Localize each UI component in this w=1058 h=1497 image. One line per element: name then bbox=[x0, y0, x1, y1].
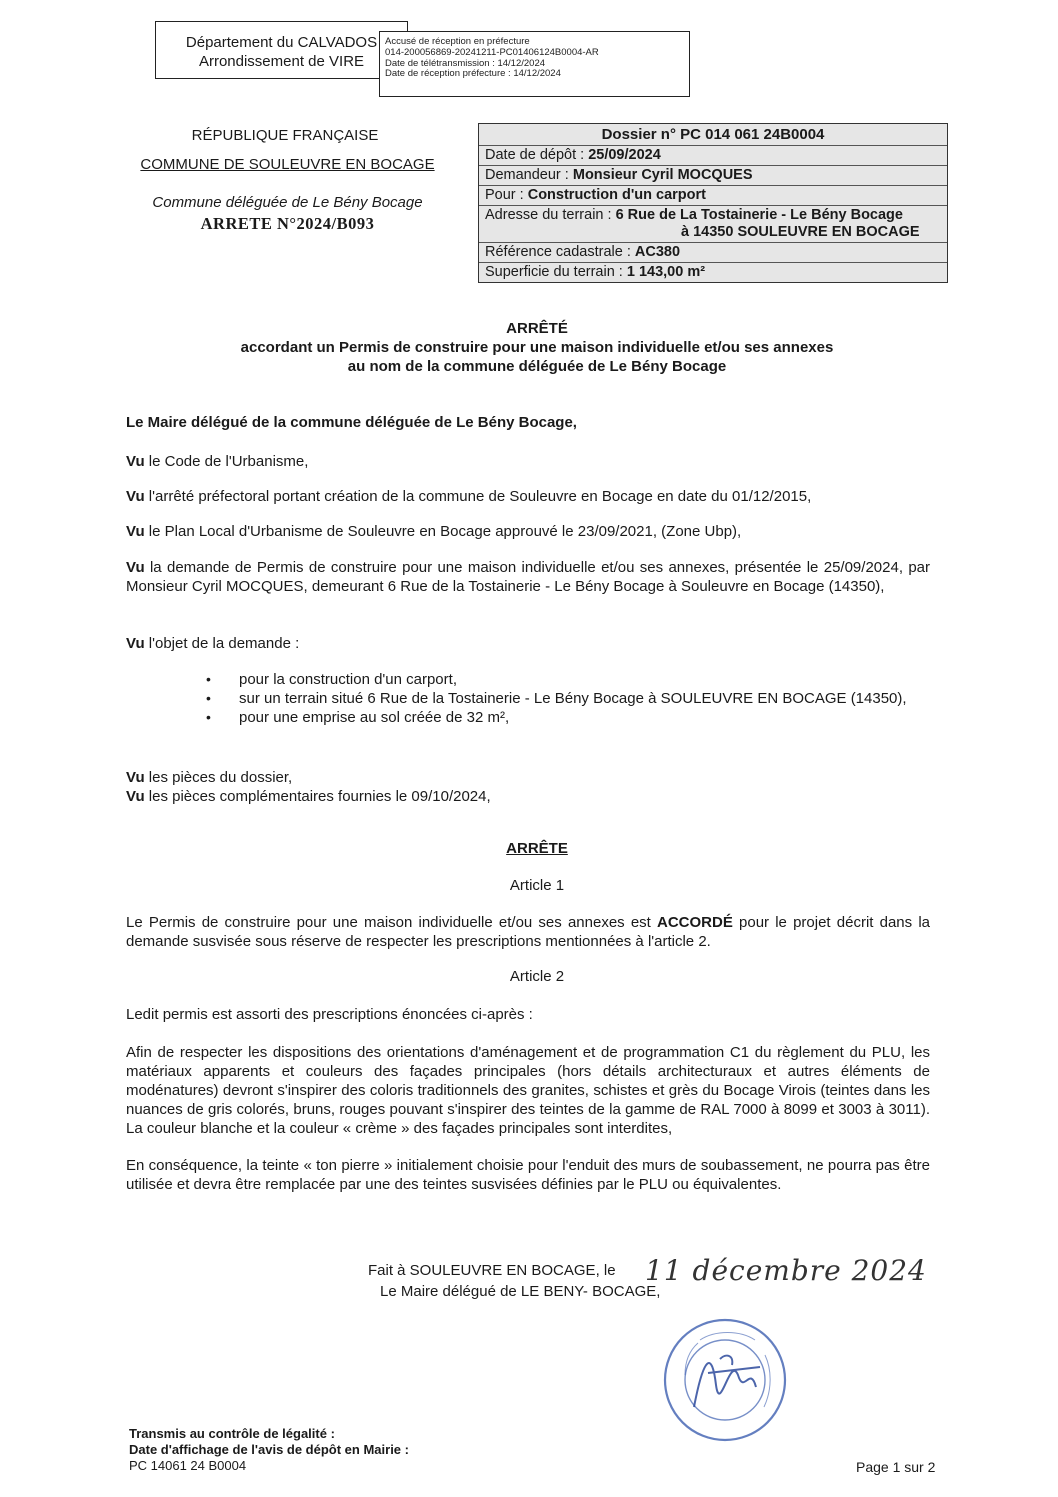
superficie-label: Superficie du terrain : bbox=[485, 264, 627, 280]
adresse-label: Adresse du terrain : bbox=[485, 207, 616, 223]
arrondissement-line: Arrondissement de VIRE bbox=[198, 53, 365, 70]
commune-seal-stamp-icon bbox=[660, 1315, 790, 1445]
vu-code-urbanisme bbox=[126, 452, 930, 471]
article-2-prescription: Afin de respecter les dispositions des orientations d'aménagement et de programmation C1 du règlement du PLU, les matériaux apparents et couleurs des façades principales (hors détails architecturaux et autres éléments de modénatures) devront s'inspirer des coloris traditionnels des granites, schistes et grès du Bocage Virois (teintes dans les nuances de gris colorés, bruns, rouges pouvant s'inspirer des teintes de la gamme de RAL 7000 à 8099 et 3003 à 3011). La couleur blanche et la couleur « crème » des façades principales sont interdites, bbox=[126, 1044, 930, 1137]
vu-text: la demande de Permis de construire pour une maison individuelle et/ou ses annexes, présentée le 25/09/2024, par Monsieur Cyril MOCQUES, demeurant 6 Rue de la Tostainerie - Le Bény Bocage à Souleuvre en Bocage (14350), bbox=[126, 559, 930, 595]
fait-a-line: Fait à SOULEUVRE EN BOCAGE, le bbox=[368, 1262, 616, 1279]
vu-prefix: Vu bbox=[126, 788, 145, 805]
reference-label: Référence cadastrale : bbox=[485, 244, 635, 260]
department-box bbox=[155, 21, 408, 79]
depot-label: Date de dépôt : bbox=[485, 147, 589, 163]
article-2-consequence: En conséquence, la teinte « ton pierre » initialement choisie pour l'enduit des murs de soubassement, ne pourra pas être utilisée et devra être remplacée par une des teintes susvisées définies par le PLU ou équivalentes. bbox=[126, 1157, 930, 1193]
arrete-heading: ARRÊTE bbox=[506, 840, 568, 857]
vu-demande bbox=[126, 558, 930, 596]
demandeur-value: Monsieur Cyril MOCQUES bbox=[572, 167, 753, 183]
vu-objet bbox=[126, 634, 930, 653]
commune-deleguee bbox=[130, 194, 445, 211]
vu-pieces-complementaires bbox=[126, 787, 930, 806]
depot-value: 25/09/2024 bbox=[588, 147, 661, 163]
vu-prefix: Vu bbox=[126, 635, 145, 652]
ar-line-4: Date de réception préfecture : 14/12/2024 bbox=[385, 68, 561, 80]
vu-text: le Plan Local d'Urbanisme de Souleuvre en Bocage approuvé le 23/09/2021, (Zone Ubp), bbox=[144, 523, 742, 540]
dossier-reference-row bbox=[479, 242, 947, 262]
accorde-label: ACCORDÉ bbox=[657, 914, 733, 931]
article-1-post: pour le projet décrit dans la demande susvisée sous réserve de respecter les prescriptions mentionnées à l'article 2. bbox=[126, 914, 930, 950]
title-arrete: ARRÊTÉ bbox=[506, 320, 568, 337]
pour-label: Pour : bbox=[485, 187, 528, 203]
dossier-info-box bbox=[478, 123, 948, 283]
title-line-2: accordant un Permis de construire pour une maison individuelle et/ou ses annexes bbox=[240, 339, 834, 356]
page-number: Page 1 sur 2 bbox=[856, 1459, 936, 1475]
article-1-text bbox=[126, 913, 930, 951]
footer-pc-number: PC 14061 24 B0004 bbox=[129, 1458, 247, 1473]
vu-text: les pièces du dossier, bbox=[144, 769, 293, 786]
ar-line-1: Accusé de réception en préfecture bbox=[385, 36, 530, 47]
vu-prefix: Vu bbox=[126, 769, 145, 786]
dossier-adresse-row bbox=[479, 205, 947, 242]
article-1-title: Article 1 bbox=[509, 877, 565, 894]
vu-arrete-prefectoral bbox=[126, 487, 930, 506]
acknowledgment-stamp-box bbox=[379, 31, 690, 97]
footer-affichage: Date d'affichage de l'avis de dépôt en Mairie : bbox=[129, 1442, 409, 1457]
footer-block bbox=[129, 1426, 409, 1474]
adresse-value-2: à 14350 SOULEUVRE EN BOCAGE bbox=[681, 224, 920, 240]
vu-prefix: Vu bbox=[126, 453, 145, 470]
vu-prefix: Vu bbox=[126, 559, 145, 576]
ar-line-3: Date de télétransmission : 14/12/2024 bbox=[385, 57, 546, 69]
maire-intro: Le Maire délégué de la commune déléguée de Le Bény Bocage, bbox=[126, 414, 577, 431]
vu-plu bbox=[126, 522, 930, 541]
list-item: • sur un terrain situé 6 Rue de la Tostainerie - Le Bény Bocage à SOULEUVRE EN BOCAGE (14350), bbox=[200, 689, 930, 708]
adresse-value-1: 6 Rue de La Tostainerie - Le Bény Bocage bbox=[615, 207, 903, 223]
article-2-intro: Ledit permis est assorti des prescriptions énoncées ci-après : bbox=[126, 1006, 533, 1023]
dossier-demandeur-row bbox=[479, 165, 947, 185]
vu-text: les pièces complémentaires fournies le 09/10/2024, bbox=[144, 788, 491, 805]
dossier-title: Dossier n° PC 014 061 24B0004 bbox=[601, 126, 825, 143]
vu-text: le Code de l'Urbanisme, bbox=[144, 453, 309, 470]
pour-value: Construction d'un carport bbox=[527, 187, 706, 203]
republique-heading: RÉPUBLIQUE FRANÇAISE bbox=[191, 127, 379, 144]
vu-text: l'arrêté préfectoral portant création de la commune de Souleuvre en Bocage en date du 01/12/2015, bbox=[144, 488, 812, 505]
demandeur-label: Demandeur : bbox=[485, 167, 573, 183]
reference-value: AC380 bbox=[634, 244, 681, 260]
ar-line-2: 014-200056869-20241211-PC01406124B0004-AR bbox=[385, 46, 599, 58]
maire-signature-line: Le Maire délégué de LE BENY- BOCAGE, bbox=[380, 1283, 661, 1300]
arrete-number: ARRETE N°2024/B093 bbox=[200, 214, 375, 233]
footer-transmis: Transmis au contrôle de légalité : bbox=[129, 1426, 335, 1441]
handwritten-date: 11 décembre 2024 bbox=[645, 1254, 927, 1287]
vu-pieces bbox=[126, 768, 930, 787]
department-line: Département du CALVADOS bbox=[185, 34, 378, 51]
vu-text: l'objet de la demande : bbox=[144, 635, 300, 652]
superficie-value: 1 143,00 m² bbox=[626, 264, 706, 280]
commune-heading: COMMUNE DE SOULEUVRE EN BOCAGE bbox=[140, 156, 435, 173]
deleguee-prefix: Commune déléguée de bbox=[152, 194, 313, 211]
article-1-pre: Le Permis de construire pour une maison individuelle et/ou ses annexes est bbox=[126, 914, 658, 931]
list-item: • pour la construction d'un carport, bbox=[200, 670, 930, 689]
vu-prefix: Vu bbox=[126, 523, 145, 540]
dossier-pour-row bbox=[479, 185, 947, 205]
vu-prefix: Vu bbox=[126, 488, 145, 505]
dossier-depot-row bbox=[479, 145, 947, 165]
article-2-title: Article 2 bbox=[509, 968, 565, 985]
title-line-3: au nom de la commune déléguée de Le Bény Bocage bbox=[347, 358, 727, 375]
list-item: • pour une emprise au sol créée de 32 m², bbox=[200, 708, 930, 727]
objet-list bbox=[200, 670, 930, 727]
dossier-superficie-row bbox=[479, 262, 947, 282]
deleguee-name: Le Bény Bocage bbox=[312, 194, 423, 211]
